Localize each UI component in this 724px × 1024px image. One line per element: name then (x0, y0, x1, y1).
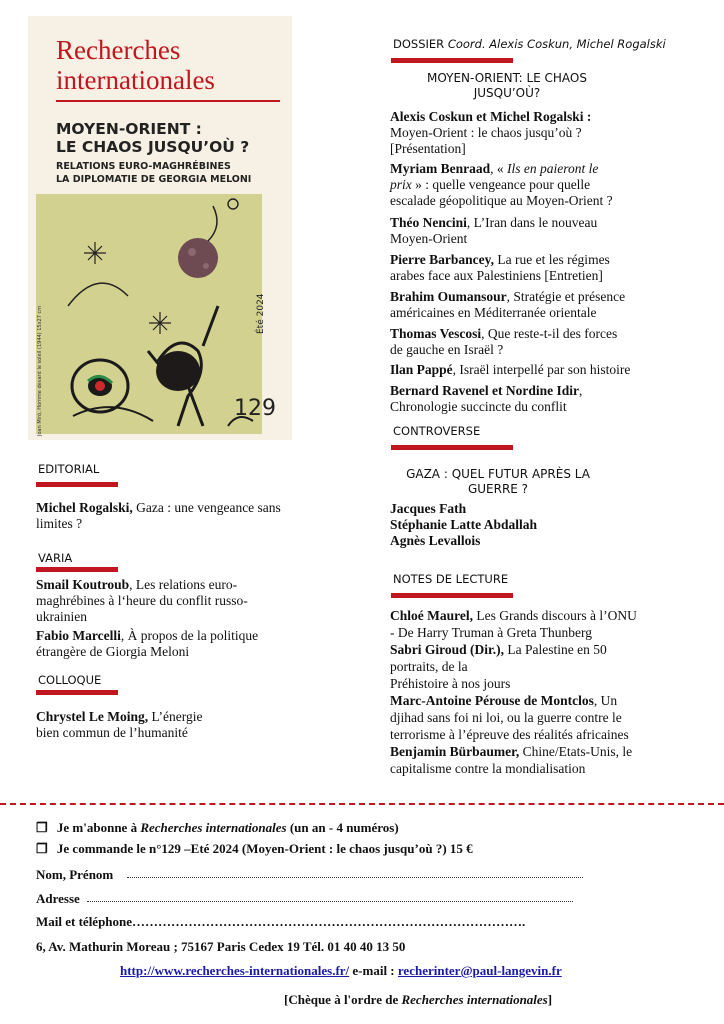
dossier-header (393, 37, 666, 51)
notes-text: La Palestine en 50 (504, 642, 607, 657)
dossier-entry (390, 362, 650, 378)
varia-entry (36, 577, 316, 625)
cover-issue-number: 129 (234, 396, 276, 421)
entry-text: [Présentation] (390, 141, 466, 156)
notes-text: portraits, de la (390, 659, 468, 674)
name-field-label: Nom, Prénom (36, 867, 114, 882)
subscribe-text: Je m'abonne à (56, 820, 141, 835)
cheque-note (284, 992, 552, 1008)
notes-line (390, 658, 690, 675)
cover-season: Été 2024 (256, 293, 266, 334)
mail-field-dots[interactable]: ………………………………………………………………………………. (132, 914, 526, 929)
notes-line (390, 641, 690, 658)
postal-address: 6, Av. Mathurin Moreau ; 75167 Paris Cedex 19 Tél. 01 40 40 13 50 (36, 939, 406, 954)
entry-text: ukrainien (36, 609, 87, 624)
entry-author: Chrystel Le Moing, (36, 709, 149, 724)
mail-label-text: Mail et téléphone (36, 914, 133, 929)
cover-rule (56, 100, 280, 102)
cover-subline2: LA DIPLOMATIE DE GEORGIA MELONI (56, 174, 252, 185)
editorial-entry (36, 500, 316, 532)
notes-line (390, 692, 690, 709)
entry-text: maghrébines à l‘heure du conflit russo- (36, 593, 248, 608)
entry-text: , Que reste-t-il des forces (481, 326, 618, 341)
mail-field-label[interactable] (36, 914, 525, 930)
subscribe-option[interactable] (36, 820, 399, 836)
editorial-label: EDITORIAL (38, 462, 100, 476)
controverse-red-bar (391, 445, 513, 450)
entry-author: Bernard Ravenel et Nordine Idir (390, 383, 579, 398)
entry-italic: Ils en paieront le (507, 161, 599, 176)
notes-author: Benjamin Bürbaumer, (390, 744, 520, 759)
entry-text: , Les relations euro- (129, 577, 238, 592)
dossier-entry (390, 215, 640, 247)
address-field-label: Adresse (36, 891, 80, 906)
dossier-entry (390, 383, 650, 415)
cover-headline-line2: LE CHAOS JUSQU’OÙ ? (56, 138, 250, 156)
cheque-text: [Chèque à l'ordre de (284, 992, 402, 1007)
notes-author: Marc-Antoine Pérouse de Montclos (390, 693, 594, 708)
email-link[interactable]: recherinter@paul-langevin.fr (397, 963, 562, 978)
entry-text: , (578, 383, 583, 398)
varia-entry (36, 628, 316, 660)
varia-red-bar (36, 567, 118, 572)
controverse-title-line1: GAZA : QUEL FUTUR APRÈS LA (406, 467, 590, 481)
entry-text: , « (490, 161, 507, 176)
dossier-title-line2: JUSQU’OÙ? (473, 86, 541, 100)
notes-line (390, 760, 690, 777)
notes-text: djihad sans foi ni loi, ou la guerre contre le (390, 710, 622, 725)
controverse-title-line2: GUERRE ? (467, 482, 529, 496)
colloque-label: COLLOQUE (38, 673, 102, 687)
notes-line (390, 743, 690, 760)
notes-text: Les Grands discours à l’ONU (473, 608, 637, 623)
entry-text: Moyen-Orient : le chaos jusqu’où ? (390, 125, 582, 140)
entry-author: Thomas Vescosi (390, 326, 482, 341)
cheque-italic: Recherches internationales (401, 992, 548, 1007)
checkbox-icon[interactable]: ❐ (36, 820, 48, 835)
cheque-text: ] (547, 992, 553, 1007)
editorial-red-bar (36, 482, 118, 487)
entry-text: , Stratégie et présence (506, 289, 626, 304)
notes-line (390, 675, 690, 692)
cover-credit: Joan Miró, Homme devant le soleil (1944) 15x27 cm (37, 305, 43, 436)
notes-text: Préhistoire à nos jours (390, 676, 511, 691)
entry-text: arabes face aux Palestiniens [Entretien] (390, 268, 603, 283)
entry-text: étrangère de Giorgia Meloni (36, 644, 190, 659)
notes-text: - De Harry Truman à Greta Thunberg (390, 625, 592, 640)
notes-text: capitalisme contre la mondialisation (390, 761, 586, 776)
entry-text: Gaza : une vengeance sans (132, 500, 281, 515)
entry-text: américaines en Méditerranée orientale (390, 305, 597, 320)
entry-author: Théo Nencini (390, 215, 467, 230)
entry-author: Smail Koutroub (36, 577, 130, 592)
entry-text: L’énergie (148, 709, 203, 724)
colloque-red-bar (36, 690, 118, 695)
address-field[interactable] (87, 901, 573, 902)
notes-author: Chloé Maurel, (390, 608, 473, 623)
entry-text: , À propos de la politique (120, 628, 259, 643)
notes-line (390, 607, 690, 624)
dossier-entry (390, 326, 640, 358)
cover-brand-line2: internationales (56, 65, 215, 95)
controverse-name: Stéphanie Latte Abdallah (390, 517, 538, 532)
contact-line (120, 963, 562, 979)
website-link[interactable]: http://www.recherches-internationales.fr/ (120, 963, 350, 978)
controverse-title (391, 467, 605, 497)
entry-text: La rue et les régimes (493, 252, 610, 267)
entry-author: Fabio Marcelli (36, 628, 121, 643)
entry-author: Pierre Barbancey, (390, 252, 494, 267)
entry-author: Myriam Benraad (390, 161, 491, 176)
cover-headline-line1: MOYEN-ORIENT : (56, 120, 202, 138)
entry-author: Alexis Coskun et Michel Rogalski : (390, 109, 592, 124)
controverse-name: Jacques Fath (390, 501, 467, 516)
colloque-entry (36, 709, 316, 741)
email-label: e-mail : (349, 963, 398, 978)
entry-text: Chronologie succincte du conflit (390, 399, 567, 414)
varia-label: VARIA (38, 551, 73, 565)
dossier-entry (390, 161, 640, 209)
notes-line (390, 624, 690, 641)
notes-line (390, 709, 690, 726)
order-text: Je commande le n°129 –Eté 2024 (Moyen-Orient : le chaos jusqu’où ?) 15 € (56, 841, 473, 856)
notes-text: , Un (593, 693, 618, 708)
entry-text: , Israël interpellé par son histoire (452, 362, 631, 377)
dossier-title-line1: MOYEN-ORIENT: LE CHAOS (427, 71, 587, 85)
entry-text: , L’Iran dans le nouveau (466, 215, 598, 230)
controverse-names (390, 501, 640, 549)
controverse-name: Agnès Levallois (390, 533, 481, 548)
entry-italic: prix (390, 177, 412, 192)
checkbox-icon[interactable]: ❐ (36, 841, 48, 856)
dossier-red-bar (391, 58, 513, 63)
notes-red-bar (391, 593, 513, 598)
dossier-entry (390, 109, 630, 157)
entry-author: Brahim Oumansour (390, 289, 507, 304)
order-option[interactable] (36, 841, 473, 857)
entry-author: Michel Rogalski, (36, 500, 133, 515)
cut-line (0, 803, 724, 805)
notes-label: NOTES DE LECTURE (393, 572, 509, 586)
notes-author: Sabri Giroud (Dir.), (390, 642, 505, 657)
dossier-entry (390, 252, 640, 284)
entry-text: escalade géopolitique au Moyen-Orient ? (390, 193, 613, 208)
notes-text: terrorisme à l’épreuve des réalités africaines (390, 727, 629, 742)
notes-text: Chine/Etats-Unis, le (519, 744, 633, 759)
dossier-title (391, 71, 623, 101)
entry-author: Ilan Pappé (390, 362, 453, 377)
cover-subline1: RELATIONS EURO-MAGHRÉBINES (56, 161, 231, 172)
dossier-coord: Coord. Alexis Coskun, Michel Rogalski (447, 37, 666, 51)
entry-text: de gauche en Israël ? (390, 342, 504, 357)
controverse-label: CONTROVERSE (393, 424, 481, 438)
cover-brand-line1: Recherches (56, 35, 181, 65)
subscribe-text: (un an - 4 numéros) (286, 820, 399, 835)
subscribe-italic: Recherches internationales (140, 820, 287, 835)
dossier-entry (390, 289, 640, 321)
entry-text: Moyen-Orient (390, 231, 468, 246)
notes-line (390, 726, 690, 743)
entry-text: » : quelle vengeance pour quelle (411, 177, 591, 192)
entry-text: bien commun de l’humanité (36, 725, 188, 740)
notes-list (390, 607, 690, 777)
entry-text: limites ? (36, 516, 83, 531)
magazine-cover (28, 16, 292, 440)
name-field[interactable] (127, 877, 583, 878)
dossier-label: DOSSIER (393, 37, 445, 51)
